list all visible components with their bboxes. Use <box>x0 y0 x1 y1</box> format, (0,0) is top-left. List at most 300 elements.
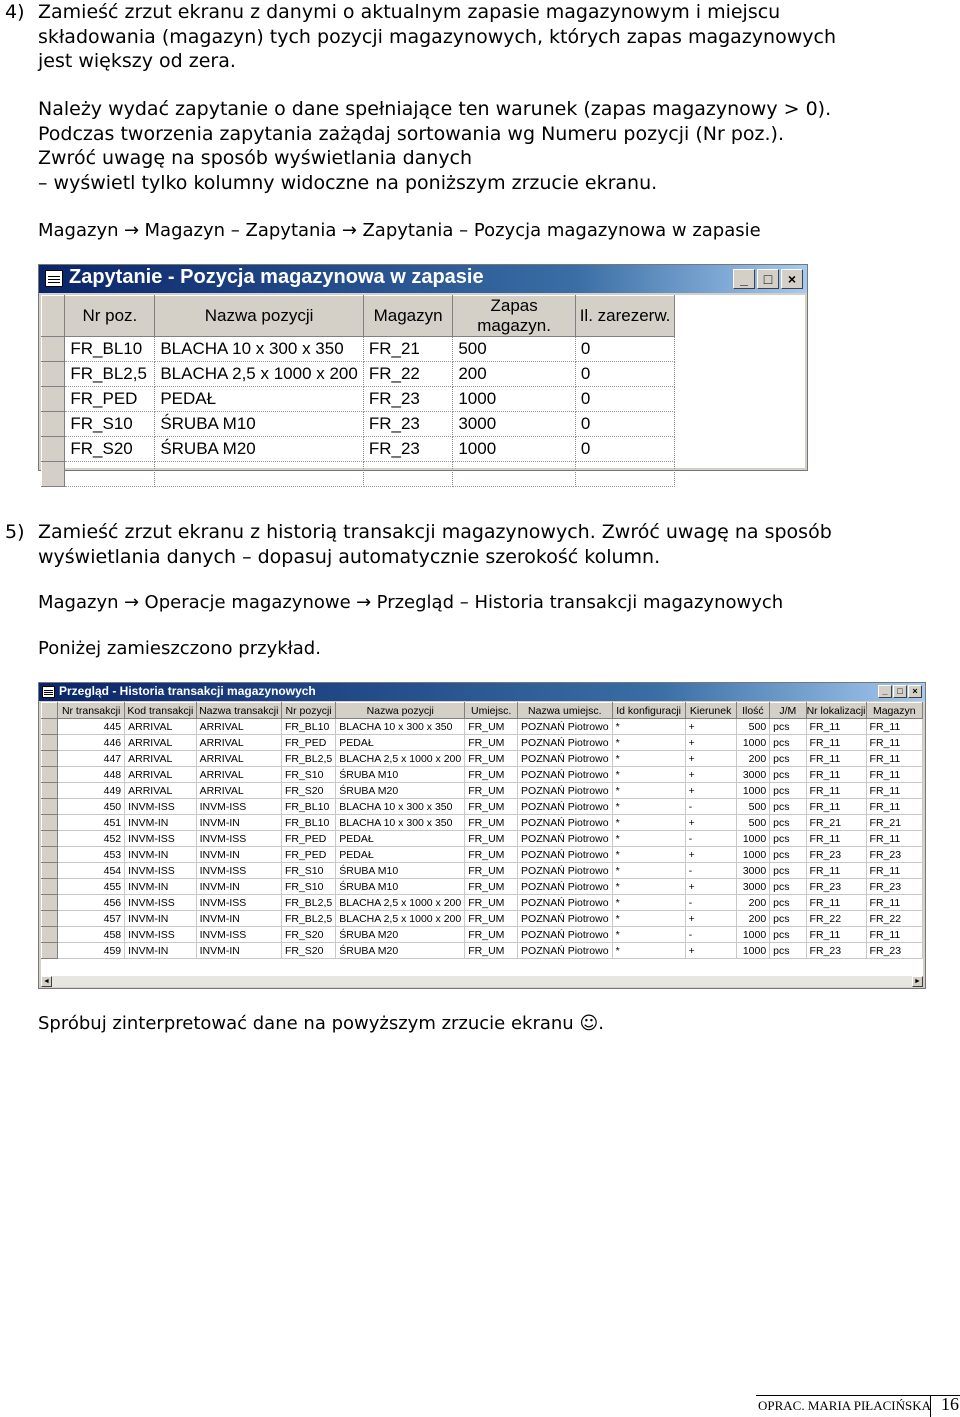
column-header[interactable]: Magazyn <box>866 703 922 719</box>
table-cell[interactable]: 200 <box>736 751 770 767</box>
column-header[interactable]: Nazwa pozycji <box>336 703 465 719</box>
row-selector[interactable] <box>42 412 65 437</box>
table-cell[interactable]: POZNAŃ Piotrowo <box>518 895 613 911</box>
column-header[interactable]: Nazwa umiejsc. <box>518 703 613 719</box>
row-selector[interactable] <box>42 943 58 959</box>
table-cell[interactable]: pcs <box>770 943 806 959</box>
table-cell[interactable]: * <box>612 767 685 783</box>
table-cell[interactable]: 458 <box>58 927 125 943</box>
table-cell[interactable]: INVM-IN <box>196 943 281 959</box>
table-cell[interactable]: * <box>612 735 685 751</box>
table-cell[interactable]: BLACHA 10 x 300 x 350 <box>336 815 465 831</box>
table-cell[interactable]: 450 <box>58 799 125 815</box>
data-grid[interactable] <box>41 702 923 976</box>
table-cell[interactable]: ARRIVAL <box>196 735 281 751</box>
maximize-button[interactable]: □ <box>893 685 907 698</box>
table-cell[interactable]: FR_UM <box>465 847 518 863</box>
column-header[interactable]: Kod transakcji <box>125 703 196 719</box>
table-cell[interactable]: FR_S10 <box>281 863 335 879</box>
table-cell[interactable]: - <box>685 863 736 879</box>
table-cell[interactable]: 3000 <box>736 879 770 895</box>
scroll-left-icon[interactable]: ◄ <box>41 976 52 987</box>
table-cell[interactable]: ŚRUBA M20 <box>336 943 465 959</box>
table-cell[interactable]: BLACHA 10 x 300 x 350 <box>155 337 364 362</box>
table-cell[interactable]: + <box>685 815 736 831</box>
table-row[interactable] <box>42 815 923 831</box>
scroll-right-icon[interactable]: ► <box>912 976 923 987</box>
table-cell[interactable]: FR_UM <box>465 735 518 751</box>
row-selector[interactable] <box>42 783 58 799</box>
table-row[interactable] <box>42 863 923 879</box>
table-row[interactable] <box>42 387 805 412</box>
table-cell[interactable]: 447 <box>58 751 125 767</box>
table-cell[interactable]: pcs <box>770 911 806 927</box>
table-cell[interactable]: 452 <box>58 831 125 847</box>
row-selector[interactable] <box>42 799 58 815</box>
row-selector[interactable] <box>42 462 65 487</box>
table-cell[interactable]: FR_UM <box>465 831 518 847</box>
table-cell[interactable]: 1000 <box>736 831 770 847</box>
data-grid[interactable] <box>41 295 805 468</box>
table-cell[interactable]: INVM-IN <box>125 911 196 927</box>
table-cell[interactable]: ŚRUBA M10 <box>336 767 465 783</box>
grid-corner[interactable] <box>42 296 65 337</box>
table-cell[interactable]: + <box>685 943 736 959</box>
table-cell[interactable]: * <box>612 751 685 767</box>
table-cell[interactable]: INVM-ISS <box>196 927 281 943</box>
table-cell[interactable]: ARRIVAL <box>125 767 196 783</box>
table-cell[interactable]: INVM-IN <box>125 847 196 863</box>
table-cell[interactable]: pcs <box>770 815 806 831</box>
column-header[interactable]: Nr transakcji <box>58 703 125 719</box>
row-selector[interactable] <box>42 911 58 927</box>
table-cell[interactable]: FR_UM <box>465 799 518 815</box>
table-cell[interactable]: FR_11 <box>866 895 922 911</box>
table-row[interactable] <box>42 735 923 751</box>
table-cell[interactable]: FR_23 <box>806 879 866 895</box>
table-cell[interactable]: POZNAŃ Piotrowo <box>518 927 613 943</box>
table-cell[interactable]: POZNAŃ Piotrowo <box>518 799 613 815</box>
row-selector[interactable] <box>42 895 58 911</box>
table-cell[interactable]: INVM-IN <box>125 879 196 895</box>
table-cell[interactable]: FR_UM <box>465 783 518 799</box>
minimize-button[interactable]: _ <box>733 269 755 289</box>
table-cell[interactable]: FR_11 <box>806 927 866 943</box>
table-cell[interactable]: PEDAŁ <box>336 735 465 751</box>
table-cell[interactable]: POZNAŃ Piotrowo <box>518 751 613 767</box>
row-selector[interactable] <box>42 815 58 831</box>
table-cell[interactable]: INVM-IN <box>196 879 281 895</box>
table-cell[interactable]: pcs <box>770 831 806 847</box>
table-cell[interactable]: 3000 <box>736 863 770 879</box>
table-cell[interactable]: FR_23 <box>806 943 866 959</box>
table-cell[interactable]: 1000 <box>453 437 576 462</box>
table-cell[interactable]: FR_11 <box>806 767 866 783</box>
table-cell[interactable]: FR_BL10 <box>281 719 335 735</box>
table-cell[interactable]: + <box>685 767 736 783</box>
table-cell[interactable]: FR_11 <box>866 927 922 943</box>
table-row[interactable] <box>42 362 805 387</box>
table-cell[interactable]: BLACHA 2,5 x 1000 x 200 <box>155 362 364 387</box>
table-cell[interactable]: POZNAŃ Piotrowo <box>518 815 613 831</box>
row-selector[interactable] <box>42 362 65 387</box>
table-row[interactable] <box>42 437 805 462</box>
row-selector[interactable] <box>42 719 58 735</box>
table-cell[interactable]: FR_S20 <box>281 943 335 959</box>
close-button[interactable]: × <box>781 269 803 289</box>
table-cell[interactable]: pcs <box>770 863 806 879</box>
table-cell[interactable]: 459 <box>58 943 125 959</box>
row-selector[interactable] <box>42 831 58 847</box>
table-row[interactable] <box>42 943 923 959</box>
table-cell[interactable]: 0 <box>575 362 674 387</box>
table-cell[interactable]: INVM-ISS <box>125 927 196 943</box>
table-cell[interactable]: FR_11 <box>866 831 922 847</box>
table-cell[interactable]: POZNAŃ Piotrowo <box>518 831 613 847</box>
table-cell[interactable]: INVM-IN <box>125 943 196 959</box>
table-row[interactable] <box>42 719 923 735</box>
table-cell[interactable]: FR_BL10 <box>281 815 335 831</box>
row-selector[interactable] <box>42 751 58 767</box>
table-cell[interactable]: PEDAŁ <box>155 387 364 412</box>
table-cell[interactable]: FR_11 <box>806 751 866 767</box>
table-cell[interactable]: pcs <box>770 847 806 863</box>
table-cell[interactable]: 1000 <box>736 783 770 799</box>
table-cell[interactable]: FR_11 <box>866 767 922 783</box>
table-cell[interactable]: INVM-ISS <box>125 799 196 815</box>
table-cell[interactable]: BLACHA 2,5 x 1000 x 200 <box>336 751 465 767</box>
table-cell[interactable]: FR_UM <box>465 943 518 959</box>
table-cell[interactable]: + <box>685 783 736 799</box>
table-cell[interactable]: * <box>612 799 685 815</box>
column-header[interactable]: Magazyn <box>363 296 452 337</box>
table-cell[interactable]: 1000 <box>736 927 770 943</box>
table-cell[interactable]: FR_23 <box>363 437 452 462</box>
table-cell[interactable]: FR_23 <box>866 879 922 895</box>
table-cell[interactable]: ŚRUBA M20 <box>155 437 364 462</box>
table-cell[interactable]: FR_23 <box>866 847 922 863</box>
horizontal-scrollbar[interactable] <box>41 976 923 987</box>
table-cell[interactable]: 500 <box>736 815 770 831</box>
table-cell[interactable]: PEDAŁ <box>336 831 465 847</box>
row-selector[interactable] <box>42 879 58 895</box>
maximize-button[interactable]: □ <box>757 269 779 289</box>
table-cell[interactable]: POZNAŃ Piotrowo <box>518 863 613 879</box>
table-cell[interactable]: * <box>612 927 685 943</box>
table-cell[interactable]: * <box>612 879 685 895</box>
row-selector[interactable] <box>42 337 65 362</box>
table-cell[interactable]: FR_11 <box>866 783 922 799</box>
table-cell[interactable]: ŚRUBA M20 <box>336 783 465 799</box>
table-cell[interactable]: ARRIVAL <box>125 735 196 751</box>
table-cell[interactable]: - <box>685 927 736 943</box>
table-cell[interactable]: - <box>685 895 736 911</box>
table-cell[interactable]: FR_11 <box>806 735 866 751</box>
table-cell[interactable] <box>575 462 674 487</box>
table-cell[interactable]: ARRIVAL <box>125 783 196 799</box>
table-cell[interactable]: 451 <box>58 815 125 831</box>
table-cell[interactable]: POZNAŃ Piotrowo <box>518 783 613 799</box>
table-cell[interactable]: FR_PED <box>65 387 155 412</box>
table-cell[interactable]: 200 <box>736 895 770 911</box>
table-cell[interactable]: FR_UM <box>465 863 518 879</box>
table-cell[interactable]: INVM-ISS <box>125 831 196 847</box>
table-cell[interactable]: FR_BL10 <box>281 799 335 815</box>
table-cell[interactable]: INVM-ISS <box>196 863 281 879</box>
row-selector[interactable] <box>42 927 58 943</box>
table-cell[interactable]: FR_11 <box>806 863 866 879</box>
table-cell[interactable]: POZNAŃ Piotrowo <box>518 847 613 863</box>
table-cell[interactable]: 1000 <box>736 735 770 751</box>
table-cell[interactable]: 500 <box>736 719 770 735</box>
table-cell[interactable]: FR_11 <box>806 831 866 847</box>
table-cell[interactable]: FR_11 <box>866 719 922 735</box>
table-cell[interactable]: 448 <box>58 767 125 783</box>
table-cell[interactable]: FR_23 <box>363 387 452 412</box>
table-cell[interactable]: 449 <box>58 783 125 799</box>
column-header[interactable]: Nr lokalizacji <box>806 704 866 717</box>
table-cell[interactable]: 454 <box>58 863 125 879</box>
table-cell[interactable]: + <box>685 735 736 751</box>
table-cell[interactable]: 1000 <box>736 943 770 959</box>
table-cell[interactable]: INVM-IN <box>196 911 281 927</box>
table-cell[interactable]: FR_PED <box>281 847 335 863</box>
column-header[interactable]: Ilość <box>736 703 770 719</box>
table-cell[interactable]: BLACHA 2,5 x 1000 x 200 <box>336 911 465 927</box>
table-cell[interactable]: FR_23 <box>866 943 922 959</box>
table-cell[interactable]: * <box>612 943 685 959</box>
table-row[interactable] <box>42 847 923 863</box>
table-cell[interactable]: FR_BL2,5 <box>281 911 335 927</box>
table-cell[interactable]: BLACHA 10 x 300 x 350 <box>336 719 465 735</box>
table-cell[interactable]: FR_PED <box>281 831 335 847</box>
table-cell[interactable]: FR_11 <box>866 799 922 815</box>
table-cell[interactable]: * <box>612 911 685 927</box>
grid-corner[interactable] <box>42 703 58 719</box>
table-cell[interactable]: FR_23 <box>363 412 452 437</box>
column-header[interactable]: Nr pozycji <box>281 703 335 719</box>
column-header[interactable]: Nazwa transakcji <box>196 703 281 719</box>
table-cell[interactable]: POZNAŃ Piotrowo <box>518 719 613 735</box>
table-row[interactable] <box>42 831 923 847</box>
row-selector[interactable] <box>42 847 58 863</box>
table-cell[interactable]: - <box>685 799 736 815</box>
table-cell[interactable]: 0 <box>575 387 674 412</box>
window-title-bar[interactable] <box>39 683 925 701</box>
table-cell[interactable]: FR_23 <box>806 847 866 863</box>
table-cell[interactable]: FR_BL10 <box>65 337 155 362</box>
table-cell[interactable]: pcs <box>770 735 806 751</box>
table-cell[interactable]: FR_S10 <box>281 767 335 783</box>
table-cell[interactable]: ARRIVAL <box>125 751 196 767</box>
table-cell[interactable]: FR_BL2,5 <box>281 751 335 767</box>
table-cell[interactable]: FR_BL2,5 <box>65 362 155 387</box>
table-cell[interactable]: FR_S20 <box>281 927 335 943</box>
table-cell[interactable]: BLACHA 2,5 x 1000 x 200 <box>336 895 465 911</box>
table-cell[interactable]: * <box>612 847 685 863</box>
table-cell[interactable]: pcs <box>770 767 806 783</box>
table-cell[interactable]: ŚRUBA M10 <box>155 412 364 437</box>
minimize-button[interactable]: _ <box>878 685 892 698</box>
table-cell[interactable]: pcs <box>770 879 806 895</box>
row-selector[interactable] <box>42 735 58 751</box>
table-row[interactable] <box>42 895 923 911</box>
table-cell[interactable]: POZNAŃ Piotrowo <box>518 943 613 959</box>
window-title-bar[interactable] <box>39 265 807 293</box>
table-cell[interactable]: FR_22 <box>363 362 452 387</box>
table-cell[interactable]: pcs <box>770 927 806 943</box>
table-cell[interactable]: FR_11 <box>866 735 922 751</box>
table-cell[interactable]: FR_UM <box>465 767 518 783</box>
table-cell[interactable]: ARRIVAL <box>196 767 281 783</box>
table-cell[interactable]: POZNAŃ Piotrowo <box>518 879 613 895</box>
table-cell[interactable]: 453 <box>58 847 125 863</box>
table-cell[interactable]: pcs <box>770 751 806 767</box>
table-row[interactable] <box>42 751 923 767</box>
table-row[interactable] <box>42 879 923 895</box>
table-cell[interactable]: ŚRUBA M10 <box>336 879 465 895</box>
table-cell[interactable]: FR_UM <box>465 751 518 767</box>
table-cell[interactable]: ŚRUBA M20 <box>336 927 465 943</box>
row-selector[interactable] <box>42 437 65 462</box>
table-cell[interactable]: * <box>612 895 685 911</box>
table-cell[interactable]: * <box>612 863 685 879</box>
column-header[interactable]: Il. zarezerw. <box>575 296 674 337</box>
row-selector[interactable] <box>42 863 58 879</box>
table-cell[interactable]: 3000 <box>453 412 576 437</box>
table-row[interactable] <box>42 911 923 927</box>
table-cell[interactable]: FR_S20 <box>281 783 335 799</box>
table-cell[interactable]: FR_UM <box>465 719 518 735</box>
table-cell[interactable]: + <box>685 847 736 863</box>
table-cell[interactable]: pcs <box>770 895 806 911</box>
table-cell[interactable] <box>155 462 364 487</box>
close-button[interactable]: × <box>908 685 922 698</box>
table-cell[interactable]: 500 <box>453 337 576 362</box>
column-header[interactable]: Id konfiguracji <box>612 703 685 719</box>
table-row[interactable] <box>42 767 923 783</box>
table-cell[interactable]: FR_BL2,5 <box>281 895 335 911</box>
table-cell[interactable]: FR_21 <box>866 815 922 831</box>
table-row[interactable] <box>42 337 805 362</box>
row-selector[interactable] <box>42 767 58 783</box>
column-header[interactable]: Zapas magazyn. <box>453 296 576 337</box>
table-cell[interactable]: + <box>685 719 736 735</box>
table-cell[interactable] <box>363 462 452 487</box>
table-cell[interactable]: 455 <box>58 879 125 895</box>
table-cell[interactable]: 200 <box>453 362 576 387</box>
column-header[interactable]: Umiejsc. <box>465 703 518 719</box>
table-cell[interactable]: * <box>612 815 685 831</box>
table-cell[interactable]: pcs <box>770 783 806 799</box>
table-cell[interactable]: + <box>685 911 736 927</box>
table-cell[interactable]: * <box>612 783 685 799</box>
table-cell[interactable]: 0 <box>575 437 674 462</box>
column-header[interactable]: Kierunek <box>685 703 736 719</box>
table-cell[interactable]: FR_22 <box>866 911 922 927</box>
row-selector[interactable] <box>42 387 65 412</box>
table-cell[interactable]: PEDAŁ <box>336 847 465 863</box>
table-cell[interactable]: FR_S10 <box>65 412 155 437</box>
column-header[interactable]: Nr poz. <box>65 296 155 337</box>
table-cell[interactable]: FR_S10 <box>281 879 335 895</box>
table-cell[interactable]: FR_11 <box>806 799 866 815</box>
table-cell[interactable]: FR_11 <box>806 895 866 911</box>
table-cell[interactable]: FR_UM <box>465 911 518 927</box>
table-row[interactable] <box>42 412 805 437</box>
table-cell[interactable]: FR_21 <box>363 337 452 362</box>
table-cell[interactable]: * <box>612 719 685 735</box>
table-cell[interactable]: FR_11 <box>806 719 866 735</box>
table-cell[interactable]: POZNAŃ Piotrowo <box>518 735 613 751</box>
table-cell[interactable]: 200 <box>736 911 770 927</box>
table-cell[interactable]: 0 <box>575 337 674 362</box>
table-cell[interactable] <box>65 462 155 487</box>
table-cell[interactable]: INVM-ISS <box>125 863 196 879</box>
table-cell[interactable]: pcs <box>770 799 806 815</box>
table-cell[interactable]: INVM-ISS <box>196 831 281 847</box>
table-cell[interactable]: 1000 <box>736 847 770 863</box>
table-cell[interactable]: 446 <box>58 735 125 751</box>
table-cell[interactable]: 457 <box>58 911 125 927</box>
table-cell[interactable]: INVM-ISS <box>196 895 281 911</box>
table-cell[interactable]: ARRIVAL <box>196 783 281 799</box>
table-cell[interactable]: * <box>612 831 685 847</box>
table-row[interactable] <box>42 799 923 815</box>
table-cell[interactable]: ARRIVAL <box>196 719 281 735</box>
table-cell[interactable]: INVM-ISS <box>125 895 196 911</box>
table-cell[interactable]: ARRIVAL <box>196 751 281 767</box>
table-cell[interactable]: POZNAŃ Piotrowo <box>518 767 613 783</box>
table-cell[interactable]: FR_UM <box>465 895 518 911</box>
table-row[interactable] <box>42 783 923 799</box>
table-cell[interactable]: INVM-IN <box>196 815 281 831</box>
table-row[interactable] <box>42 927 923 943</box>
table-cell[interactable]: 0 <box>575 412 674 437</box>
table-cell[interactable]: 500 <box>736 799 770 815</box>
table-cell[interactable]: 445 <box>58 719 125 735</box>
table-cell[interactable]: FR_PED <box>281 735 335 751</box>
table-cell[interactable]: FR_11 <box>806 783 866 799</box>
table-cell[interactable]: FR_22 <box>806 911 866 927</box>
new-record-row[interactable] <box>42 462 805 487</box>
table-cell[interactable]: ŚRUBA M10 <box>336 863 465 879</box>
table-cell[interactable] <box>453 462 576 487</box>
table-cell[interactable]: + <box>685 751 736 767</box>
table-cell[interactable]: FR_11 <box>866 751 922 767</box>
table-cell[interactable]: 1000 <box>453 387 576 412</box>
column-header[interactable]: J/M <box>770 703 806 719</box>
column-header[interactable]: Nazwa pozycji <box>155 296 364 337</box>
table-cell[interactable]: POZNAŃ Piotrowo <box>518 911 613 927</box>
table-cell[interactable]: FR_21 <box>806 815 866 831</box>
table-cell[interactable]: FR_UM <box>465 927 518 943</box>
table-cell[interactable]: FR_S20 <box>65 437 155 462</box>
table-cell[interactable]: FR_11 <box>866 863 922 879</box>
table-cell[interactable]: INVM-ISS <box>196 799 281 815</box>
table-cell[interactable]: INVM-IN <box>125 815 196 831</box>
table-cell[interactable]: FR_UM <box>465 815 518 831</box>
table-cell[interactable]: BLACHA 10 x 300 x 350 <box>336 799 465 815</box>
table-cell[interactable]: FR_UM <box>465 879 518 895</box>
table-cell[interactable]: - <box>685 831 736 847</box>
table-cell[interactable]: ARRIVAL <box>125 719 196 735</box>
table-cell[interactable]: 3000 <box>736 767 770 783</box>
table-cell[interactable]: + <box>685 879 736 895</box>
table-cell[interactable]: INVM-IN <box>196 847 281 863</box>
table-cell[interactable]: 456 <box>58 895 125 911</box>
table-cell[interactable]: pcs <box>770 719 806 735</box>
